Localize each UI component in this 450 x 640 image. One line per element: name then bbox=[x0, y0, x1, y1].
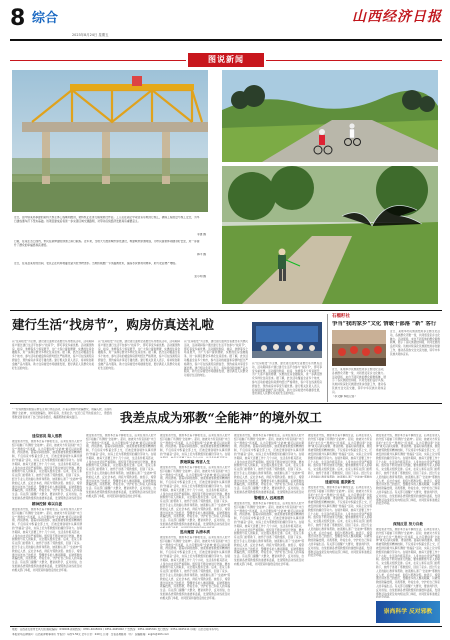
header-rule bbox=[10, 39, 442, 41]
cult-body-col4b: 据受害者介绍，她原本过着平静的生活，后来在身边人的介绍下接触了所谓的“全能神”。起初，她被对方所宣扬的“末日论”“得救论”所迷惑，认为只要信奉“全能神”就可以消灾避祸、得到拯救。随着时间的推移，她逐渐被邪教组织精神控制，不仅将家中积蓄全部上交，还被安排到境外从事所谓的“传福音”活动，实际上沦为邪教组织的廉价劳动力。在境外期间，她每天需要工作十几个小时，生活条件极其恶劣，人身自由也受到严格限制。组织者不断对她进行洗脑，要求她断绝与家人的联系，完全服从组织安排。后来，在家人和有关部门的帮助下，她终于逃离了邪教组织，回到了家乡。经过专业人员的耐心教育和帮助，她逐渐认清了“全能神”邪教的反人类、反社会本质，彻底与邪教决裂。她表示，希望通过讲述自己的经历，警醒更多的人擦亮眼睛，识破邪教的欺骗伎俩，远离邪教，珍爱生命，守护好自己和家人的幸福生活。有关部门提醒广大群众，要崇尚科学，反对迷信，自觉抵制各类邪教组织的渗透和蛊惑，发现邪教活动线索及时向相关部门举报，共同营造和谐稳定的社会环境。 bbox=[234, 502, 304, 566]
footer-rule bbox=[10, 626, 442, 627]
culture-article-tag: 石榴籽社 bbox=[332, 314, 350, 319]
photo-section-rule bbox=[10, 310, 442, 311]
photo-news-banner bbox=[188, 53, 264, 67]
culture-article-credit: （李文静 本报记者） bbox=[332, 395, 358, 398]
cult-headline-rule bbox=[120, 430, 440, 431]
cult-subhead-7: 深刻反思 努力自救 bbox=[392, 522, 423, 526]
cycling-greenway-photo bbox=[222, 70, 438, 162]
cult-article-headline: 我差点成为邪教“全能神”的境外奴工 bbox=[120, 410, 322, 425]
cult-body-col1b: 据受害者介绍，她原本过着平静的生活，后来在身边人的介绍下接触了所谓的“全能神”。起初，她被对方所宣扬的“末日论”“得救论”所迷惑，认为只要信奉“全能神”就可以消灾避祸、得到拯救。随着时间的推移，她逐渐被邪教组织精神控制，不仅将家中积蓄全部上交，还被安排到境外从事所谓的“传福音”活动，实际上沦为邪教组织的廉价劳动力。在境外期间，她每天需要工作十几个小时，生活条件极其恶劣，人身自由也受到严格限制。组织者不断对她进行洗脑，要求她断绝与家人的联系，完全服从组织安排。后来，在家人和有关部门的帮助下，她终于逃离了邪教组织，回到了家乡。经过专业人员的耐心教育和帮助，她逐渐认清了“全能神”邪教的反人类、反社会本质，彻底与邪教决裂。她表示，希望通过讲述自己的经历，警醒更多的人擦亮眼睛，识破邪教的欺骗伎俩，远离邪教，珍爱生命，守护好自己和家人的幸福生活。有关部门提醒广大群众，要崇尚科学，反对迷信，自觉抵制各类邪教组织的渗透和蛊惑，发现邪教活动线索及时向相关部门举报，共同营造和谐稳定的社会环境。 bbox=[12, 508, 82, 572]
page-header bbox=[10, 4, 442, 38]
cult-body-col3b: 据受害者介绍，她原本过着平静的生活，后来在身边人的介绍下接触了所谓的“全能神”。起初，她被对方所宣扬的“末日论”“得救论”所迷惑，认为只要信奉“全能神”就可以消灾避祸、得到拯救。随着时间的推移，她逐渐被邪教组织精神控制，不仅将家中积蓄全部上交，还被安排到境外从事所谓的“传福音”活动，实际上沦为邪教组织的廉价劳动力。在境外期间，她每天需要工作十几个小时，生活条件极其恶劣，人身自由也受到严格限制。组织者不断对她进行洗脑，要求她断绝与家人的联系，完全服从组织安排。后来，在家人和有关部门的帮助下，她终于逃离了邪教组织，回到了家乡。经过专业人员的耐心教育和帮助，她逐渐认清了“全能神”邪教的反人类、反社会本质，彻底与邪教决裂。她表示，希望通过讲述自己的经历，警醒更多的人擦亮眼睛，识破邪教的欺骗伎俩，远离邪教，珍爱生命，守护好自己和家人的幸福生活。有关部门提醒广大群众，要崇尚科学，反对迷信，自觉抵制各类邪教组织的渗透和蛊惑，发现邪教活动线索及时 bbox=[160, 466, 230, 526]
cult-body-col2: 据受害者介绍，她原本过着平静的生活，后来在身边人的介绍下接触了所谓的“全能神”。起初，她被对方所宣扬的“末日论”“得救论”所迷惑，认为只要信奉“全能神”就可以消灾避祸、得到拯救。随着时间的推移，她逐渐被邪教组织精神控制，不仅将家中积蓄全部上交，还被安排到境外从事所谓的“传福音”活动，实际上沦为邪教组织的廉价劳动力。在境外期间，她每天需要工作十几个小时，生活条件极其恶劣，人身自由也受到严格限制。组织者不断对她进行洗脑，要求她断绝与家人的联系，完全服从组织安排。后来，在家人和有关部门的帮助下，她终于逃离了邪教组织，回到了家乡。经过专业人员的耐心教育和帮助，她逐渐认清了“全能神”邪教的反人类、反社会本质，彻底与邪教决裂。她表示，希望通过讲述自己的经历，警醒更多的人擦亮眼睛，识破邪教的欺骗伎俩，远离邪教，珍爱生命，守护好自己和家人的幸福生活。有关部门提醒广大群众，要崇尚科学，反对迷信，自觉抵制各类邪教组织的渗透和蛊惑，发现邪教活动线索及时向相关部门举报，共同营造和谐稳定的社会环境。 bbox=[86, 434, 156, 498]
cult-body-col5: 据受害者介绍，她原本过着平静的生活，后来在身边人的介绍下接触了所谓的“全能神”。起初，她被对方所宣扬的“末日论”“得救论”所迷惑，认为只要信奉“全能神”就可以消灾避祸、得到拯救。随着时间的推移，她逐渐被邪教组织精神控制，不仅将家中积蓄全部上交，还被安排到境外从事所谓的“传福音”活动，实际上沦为邪教组织的廉价劳动力。在境外期间，她每天需要工作十几个小时，生活条件极其恶劣，人身自由也受到严格限制。组织者不断对她进行洗脑，要求她断绝与家人的联系，完全服从组织安排。后来，在家人和有关部门的帮助下，她终于逃离了邪教组织，回到了家乡。经过专业人员的耐心教育和帮助，她逐渐认清了“全能神”邪教的 bbox=[308, 434, 372, 478]
anti-cult-banner-text: 崇尚科学 反对邪教 bbox=[383, 609, 433, 615]
page-number: 8 bbox=[10, 6, 26, 31]
ccb-article-body-col4: 以“住房租赁”为主题，建设银行面向全省推出系列惠民活动，活动期间客户通过建行生活平台参与“找房节”，即可享受多重优惠。活动围绕购房、租房、装修等多个场景展开，为广大客户提供便捷、实惠的住房金融服务，进一步满足群众多样化住房需求。据了解，此次活动覆盖全省多个地市，参与活动的楼盘和房源均经过严格筛选，客户可在线浏览房源信息、预约看房并享受专属优惠。建行相关负责人表示，将持续创新金融产品与服务，助力住房租赁市场健康发展，更好满足人民群众对美好生活的向往。 bbox=[252, 362, 322, 396]
cult-body-col1: 据受害者介绍，她原本过着平静的生活，后来在身边人的介绍下接触了所谓的“全能神”。起初，她被对方所宣扬的“末日论”“得救论”所迷惑，认为只要信奉“全能神”就可以消灾避祸、得到拯救。随着时间的推移，她逐渐被邪教组织精神控制，不仅将家中积蓄全部上交，还被安排到境外从事所谓的“传福音”活动，实际上沦为邪教组织的廉价劳动力。在境外期间，她每天需要工作十几个小时，生活条件极其恶劣，人身自由也受到严格限制。组织者不断对她进行洗脑，要求她断绝与家人的联系，完全服从组织安排。后来，在家人和有关部门的帮助下，她终于逃离了邪教组织，回到了家乡。经过专业人员的耐心教育和帮助，她逐渐认清了“全能神”邪教的反人类、反社会本质，彻底与邪教决裂。她表示，希望通过讲述自己的经历，警醒更多的人擦亮眼睛，识破邪教的欺骗伎俩，远离邪教，珍爱生命，守护好自己和家人的幸福生活。有关部门提醒广大群众，要崇尚科学，反对迷信，自觉抵制各类邪教组织的渗透和蛊惑，发现邪教活动线索及时 bbox=[12, 440, 82, 500]
cult-subhead-2: 精神控制 难以自拔 bbox=[31, 502, 62, 506]
cult-body-col5b: 据受害者介绍，她原本过着平静的生活，后来在身边人的介绍下接触了所谓的“全能神”。起初，她被对方所宣扬的“末日论”“得救论”所迷惑，认为只要信奉“全能神”就可以消灾避祸、得到拯救。随着时间的推移，她逐渐被邪教组织精神控制，不仅将家中积蓄全部上交，还被安排到境外从事所谓的“传福音”活动，实际上沦为邪教组织的廉价劳动力。在境外期间，她每天需要工作十几个小时，生活条件极其恶劣，人身自由也受到严格限制。组织者不断对她进行洗脑，要求她断绝与家人的联系，完全服从组织安排。后来，在家人和有关部门的帮助下，她终于逃离了邪教组织，回到了家乡。经过专业人员的耐心教育和帮助，她逐渐认清了“全能神”邪教的反人类、反社会本质，彻底与邪教决裂。她表示，希望通过讲述自己的经历，警醒更多的人擦亮眼睛，识破邪教的欺骗伎俩，远离邪教，珍爱生命，守护好自己和家人的幸福生活。有关部门提醒广大群众，要崇尚科学，反对迷信，自觉抵制各类邪教组织的渗透和蛊惑，发现邪教活动线索及时向相关部门举报，共同营造和谐稳定的社会环境。 bbox=[308, 486, 372, 558]
footer-line-2: 本报常年法律顾问：山西某律师事务所 零售价：每份1.50元 全年订价：240元 订阅：全省各地邮局（所） 投稿邮箱：sxjjrb@163.com bbox=[12, 633, 169, 636]
culture-event-photo bbox=[332, 330, 386, 366]
cult-body-col6: 据受害者介绍，她原本过着平静的生活，后来在身边人的介绍下接触了所谓的“全能神”。起初，她被对方所宣扬的“末日论”“得救论”所迷惑，认为只要信奉“全能神”就可以消灾避祸、得到拯救。随着时间的推移，她逐渐被邪教组织精神控制，不仅将家中积蓄全部上交，还被安排到境外从事所谓的“传福音”活动，实际上沦为邪教组织的廉价劳动力。在境外期间，她每天需要工作十几个小时，生活条件极其恶劣，人身自由也受到严格限制。组织者不断对她进行洗脑，要求她断绝与家人的联系，完全服从组织安排。后来，在家人和有关部门的帮助下，她终于逃离了邪教组织，回到了家乡。经过专业人员的耐心教育和帮助，她逐渐认清了“全能神”邪教的反人类、反社会本质，彻底与邪教决裂。她表示，希望通过讲述自己的经历，警醒更多的人擦亮眼睛，识破邪教的欺骗伎俩，远离邪教，珍爱生命，守护好自己和家人的幸福生活。有关部门提醒广大群众，要崇尚科学，反对迷信，自觉抵制各类邪教组织的渗透和蛊惑，发现邪教活动线索及时向相关部门举报，共同营造和谐稳定的社会环境。 bbox=[376, 434, 440, 506]
cult-subhead-4: 逃出魔窟 认清本质 bbox=[179, 530, 210, 534]
cult-body-col6b: 据受害者介绍，她原本过着平静的生活，后来在身边人的介绍下接触了所谓的“全能神”。起初，她被对方所宣扬的“末日论”“得救论”所迷惑，认为只要信奉“全能神”就可以消灾避祸、得到拯救。随着时间的推移，她逐渐被邪教组织精神控制，不仅将家中积蓄全部上交，还被安排到境外从事所谓的“传福音”活动，实际上沦为邪教组织的廉价劳动力。在境外期间，她每天需要工作十几个小时，生活条件极其恶劣，人身自由也受到严格限制。组织者不断对她进行洗脑，要求她断绝与家人的联系，完全服从组织安排。后来，在家人和有关部门的帮助下，她终于逃离了邪教组织，回到了家乡。经过专业人员的耐心教育和帮助，她逐渐认清了“全能神”邪教的反人类、反社会本质，彻底与邪教决裂。她表示，希望通过讲述自己的经历，警醒更多的人擦亮眼睛，识破邪教的欺骗伎俩，远离邪教，珍爱生命，守护好自己和家人的幸福生活。有关部门提醒广大群众，要崇尚科学，反对迷信，自觉抵制各类邪教组织的渗透和蛊惑，发现邪教活动线索及时向相关部门举报，共同营造和谐稳定的社会环境。 bbox=[376, 528, 440, 598]
farm-photo-caption: 近日，在某县某村的田间，农民正在利用喷灌设备为农作物浇水。当地积极推广节水灌溉技术，提高水资源利用效率，助力农业增产增收。 bbox=[14, 262, 178, 265]
ccb-article-body-col1: 以“住房租赁”为主题，建设银行面向全省推出系列惠民活动，活动期间客户通过建行生活平台参与“找房节”，即可享受多重优惠。活动围绕购房、租房、装修等多个场景展开，为广大客户提供便捷、实惠的住房金融服务，进一步满足群众多样化住房需求。据了解，此次活动覆盖全省多个地市，参与活动的楼盘和房源均经过严格筛选，客户可在线浏览房源信息、预约看房并享受专属优惠。建行相关负责人表示，将持续创新金融产品与服务，助力住房租赁市场健康发展，更好满足人民群众对美好生活的向往。 bbox=[12, 340, 94, 370]
cult-subhead-3: 教唆欺骗 残害人生 bbox=[179, 460, 210, 464]
ccb-article-body-col3: 以“住房租赁”为主题，建设银行面向全省推出系列惠民活动，活动期间客户通过建行生活平台参与“找房节”，即可享受多重优惠。活动围绕购房、租房、装修等多个场景展开，为广大客户提供便捷、实惠的住房金融服务，进一步满足群众多样化住房需求。据了解，此次活动覆盖全省多个地市，参与活动的楼盘和房源均经过严格筛选，客户可在线浏览房源信息、预约看房并享受专属优惠。建行相关负责人表示，将持续创新金融产品与服务，助力住房租赁市场健康发展，更好满足人民群众对美好生活的向往。 bbox=[184, 340, 248, 378]
cult-body-col3: 据受害者介绍，她原本过着平静的生活，后来在身边人的介绍下接触了所谓的“全能神”。起初，她被对方所宣扬的“末日论”“得救论”所迷惑，认为只要信奉“全能神”就可以消灾避祸、得到拯救。随着时间的推移，她逐渐被邪教组织精神控制，不仅将家中积蓄全部上交，还被安排到境外从事所谓的“传福音”活动，实际上沦为邪教组织的廉价劳动力。在境 bbox=[160, 434, 230, 456]
culture-article-body-col2: 近日，某地举办民族团结进步主题文化活动，各族群众齐聚一堂，共同感受家乡文化魅力。活动现场，来自不同民族的群众载歌载舞，展示了各民族团结和睦、共同发展的良好风貌。该地持续深化民族团结进步创建工作，推动各民族交往交流交融，铸牢中华民族共同体意识。 bbox=[332, 368, 386, 394]
farm-irrigation-photo bbox=[222, 166, 438, 304]
cult-subhead-5: 警醒世人 远离邪教 bbox=[253, 496, 284, 500]
cycling-photo-caption: 日前，在某生态公园内，市民在新修建的绿道上骑行锻炼。近年来，当地大力推进城市绿化建设，构建城市绿道网络，为市民提供休闲健身好去处，进一步提升了群众的幸福感和获得感。 bbox=[14, 240, 200, 247]
cult-body-col3c: 据受害者介绍，她原本过着平静的生活，后来在身边人的介绍下接触了所谓的“全能神”。起初，她被对方所宣扬的“末日论”“得救论”所迷惑，认为只要信奉“全能神”就可以消灾避祸、得到拯救。随着时间的推移，她逐渐被邪教组织精神控制，不仅将家中积蓄全部上交，还被安排到境外从事所谓的“传福音”活动，实际上沦为邪教组织的廉价劳动力。在境外期间，她每天需要工作十几个小时，生活条件极其恶劣，人身自由也受到严格限制。组织者不断对她进行洗脑，要求她断绝与家人的联系，完全服从组织安排。后来，在家人和有关部门的帮助下，她终于逃离了邪教组织，回到了家乡。经过专业人员的耐心教育和帮助，她逐渐认清了“全能神”邪教的反人类、反社会本质，彻底与邪教决裂。她表示，希望通过讲述自己的经历，警醒更多的人擦亮眼睛，识破邪教的欺骗伎俩，远离邪教，珍爱生命，守护好自己和家人的幸福生活。有关部门提醒广大群众，要崇尚科学，反对迷信，自觉抵制各类邪教组织的渗透和蛊惑，发现邪教活动线索及时向相关部门举报，共同营造和谐稳定的社会环境。 bbox=[160, 536, 230, 600]
cult-body-col4: 据受害者介绍，她原本过着平静的生活，后来在身边人的介绍下接触了所谓的“全能神”。起初，她被对方所宣扬的“末日论”“得救论”所迷惑，认为只要信奉“全能神”就可以消灾避祸、得到拯救。随着时间的推移，她逐渐被邪教组织精神控制，不仅将家中积蓄全部上交，还被安排到境外从事所谓的“传福音”活动，实际上沦为邪教组织的廉价劳动力。在境外期间，她每天需要工作十几个小时，生活条件极其恶劣，人身自由也受到严格限制。组织者不断对她进行洗脑，要求她断绝与家人的联系，完全服从组织安排。后来，在家人和有关部门的帮助下，她终于逃离了邪教组织，回到了家乡。经过专业人员的耐心教育和帮助，她逐渐认清了“全能神”邪教的反人类、反社会本质，彻底与邪教决裂。她表示，希望通过讲述自己的经历，警醒更多的人擦亮眼睛，识破邪教的欺骗伎俩，远离邪教，珍爱生命，守护好自己和家人的幸福生活。有关部门提醒广大群众，要崇尚科学，反对迷信，自觉抵制各类邪教组织的渗透和蛊惑，发现邪教活动线索及时 bbox=[234, 434, 304, 494]
ccb-article-headline: 建行生活“找房节”，购房仿真送礼啦 bbox=[12, 317, 214, 332]
banner-line-right bbox=[266, 60, 442, 61]
masthead-logo: 山西经济日报 bbox=[352, 9, 442, 25]
ccb-article-body-col2: 以“住房租赁”为主题，建设银行面向全省推出系列惠民活动，活动期间客户通过建行生活平台参与“找房节”，即可享受多重优惠。活动围绕购房、租房、装修等多个场景展开，为广大客户提供便捷、实惠的住房金融服务，进一步满足群众多样化住房需求。据了解，此次活动覆盖全省多个地市，参与活动的楼盘和房源均经过严格筛选，客户可在线浏览房源信息、预约看房并享受专属优惠。建行相关负责人表示，将持续创新金融产品与服务，助力住房租赁市场健康发展，更好满足人民群众对美好生活的向往。 bbox=[98, 340, 180, 370]
anti-cult-banner bbox=[376, 601, 440, 623]
footer-line-1: 地址：山西省太原市长风大街 邮政编码：030006 新闻热线：0351-4045001 / 0351-4045002 广告热线：0351-4045321 发行热线：0351-4045111 印刷：山西日报印务中心 bbox=[12, 628, 220, 631]
date-line: 2023年8月24日 星期五 bbox=[72, 33, 109, 37]
article-column-divider bbox=[327, 314, 328, 402]
cult-article-intro: “一些邪教组织假借宗教名义进行非法活动，打着宗教旗号欺骗群众，诱骗入教，宣扬所谓的‘全能神’，实则敛财骗色，破坏家庭，危害社会。”在近日召开的座谈会上，曾经的邪教受害者讲述了自己的亲身经历，揭露邪教的真实面目。 bbox=[12, 408, 112, 419]
culture-article-body-col1: 近日，某地举办民族团结进步主题文化活动，各族群众齐聚一堂，共同感受家乡文化魅力。活动现场，来自不同民族的群众载歌载舞，展示了各民族团结和睦、共同发展的良好风貌。该地持续深化民族团结进步创建工作，推动各民族交往交流交融，铸牢中华民族共同体意识。 bbox=[390, 330, 440, 356]
cult-subhead-1: 迷信邪说 陷入邪教 bbox=[31, 434, 62, 438]
bridge-photo-credit: 李建 摄 bbox=[197, 233, 206, 236]
culture-article-headline: 争当“我的家乡”文化 情暖千部落 “新” 客行 bbox=[332, 321, 437, 327]
banner-line-left bbox=[10, 60, 186, 61]
mid-section-rule bbox=[10, 403, 442, 404]
photo-news-banner-text: 图说新闻 bbox=[208, 55, 244, 64]
farm-photo-credit: 张小明 摄 bbox=[194, 275, 206, 278]
ccb-event-photo bbox=[252, 322, 322, 358]
cycling-photo-credit: 韩平 摄 bbox=[197, 253, 206, 256]
bridge-construction-photo bbox=[12, 70, 208, 212]
cult-subhead-6: 迷途知返 重获新生 bbox=[324, 480, 355, 484]
section-name: 综合 bbox=[32, 11, 59, 26]
bridge-photo-caption: 近日，由中铁某局承建的某特大桥主体工程顺利推进，架桥机正在进行箱梁架设作业。工人们在高空中紧张有序地进行施工，确保工程质量与施工安全，为早日建成通车打下坚实基础。该项目建成后将进一步完善区域交通路网，对带动沿线经济发展具有重要意义。 bbox=[14, 216, 200, 223]
